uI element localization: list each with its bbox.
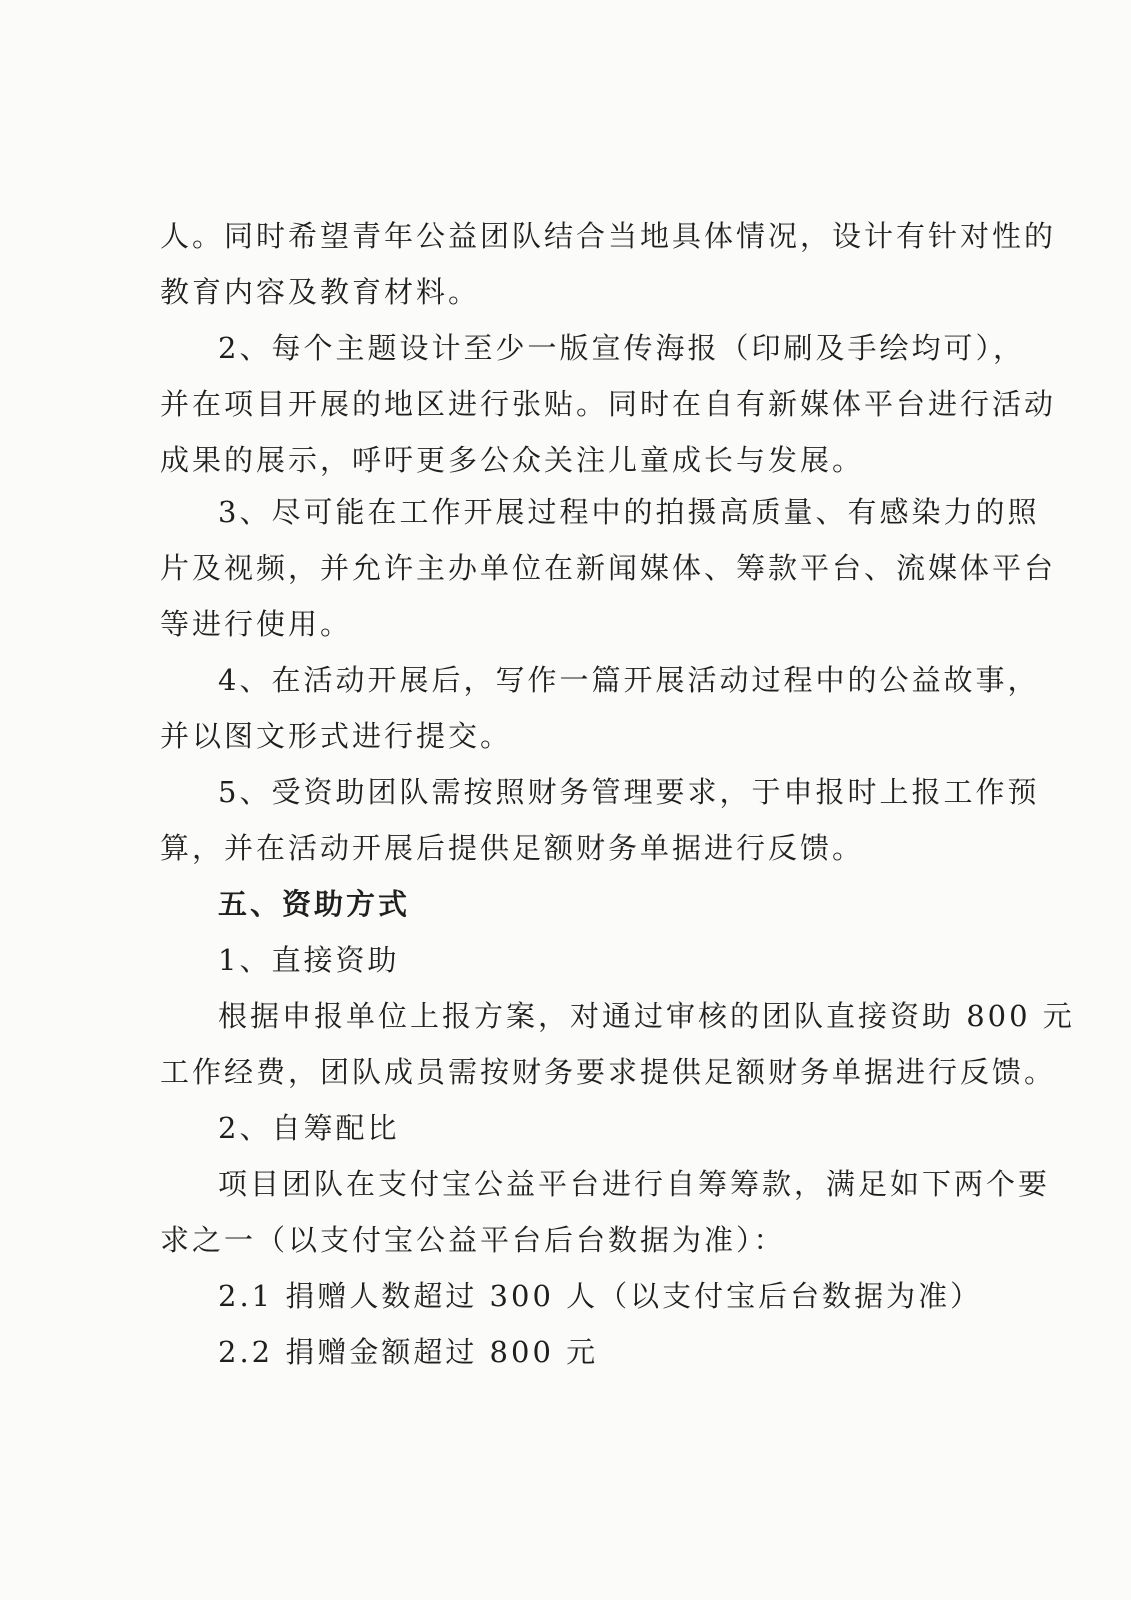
paragraph-line: 并在项目开展的地区进行张贴。同时在自有新媒体平台进行活动 <box>160 387 1057 421</box>
section-heading: 五、资助方式 <box>218 887 411 921</box>
paragraph-line: 工作经费，团队成员需按财务要求提供足额财务单据进行反馈。 <box>160 1055 1057 1089</box>
paragraph-line: 成果的展示，呼吁更多公众关注儿童成长与发展。 <box>160 443 865 477</box>
paragraph-line: 项目团队在支付宝公益平台进行自筹筹款，满足如下两个要 <box>218 1167 1051 1201</box>
paragraph-line: 求之一（以支付宝公益平台后台数据为准）： <box>160 1223 786 1257</box>
paragraph-line: 算，并在活动开展后提供足额财务单据进行反馈。 <box>160 831 865 865</box>
requirement-item: 2.1 捐赠人数超过 300 人（以支付宝后台数据为准） <box>218 1279 983 1313</box>
paragraph-line: 人。同时希望青年公益团队结合当地具体情况，设计有针对性的 <box>160 219 1057 253</box>
subheading-matching: 2、自筹配比 <box>218 1111 400 1145</box>
list-item-2: 2、每个主题设计至少一版宣传海报（印刷及手绘均可）， <box>218 331 1025 365</box>
subheading-direct-funding: 1、直接资助 <box>218 943 400 977</box>
paragraph-line: 片及视频，并允许主办单位在新闻媒体、筹款平台、流媒体平台 <box>160 551 1057 585</box>
list-item-4: 4、在活动开展后，写作一篇开展活动过程中的公益故事， <box>218 663 1040 697</box>
list-item-3: 3、尽可能在工作开展过程中的拍摄高质量、有感染力的照 <box>218 495 1040 529</box>
requirement-item: 2.2 捐赠金额超过 800 元 <box>218 1335 599 1369</box>
list-item-5: 5、受资助团队需按照财务管理要求，于申报时上报工作预 <box>218 775 1040 809</box>
paragraph-line: 教育内容及教育材料。 <box>160 275 481 309</box>
paragraph-line: 等进行使用。 <box>160 607 353 641</box>
paragraph-line: 并以图文形式进行提交。 <box>160 719 513 753</box>
paragraph-line: 根据申报单位上报方案，对通过审核的团队直接资助 800 元 <box>218 999 1075 1033</box>
